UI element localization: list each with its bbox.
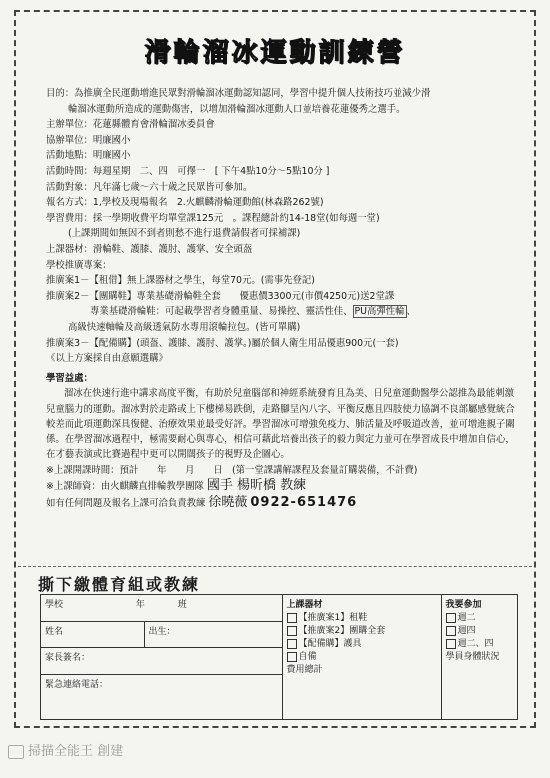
teacher: ※上課師資：由火麒麟直排輪教學團隊 [46, 481, 204, 493]
teacher-line [46, 478, 516, 495]
plan-note: 《以上方案採自由意願選購》 [46, 353, 168, 365]
co-organizer: 協辦單位：明廉國小 [46, 134, 131, 146]
school-cell[interactable]: 學校 年 班 [41, 595, 283, 622]
plan-2: 推廣案2－【團購鞋】專業基礎滑輪鞋全套 優惠價3300元(市價4250元)送2堂課 [46, 290, 395, 302]
scanner-watermark: 掃描全能王 創建 [8, 740, 123, 759]
target: 活動對象：凡年滿七歲～六十歲之民眾皆可參加。 [46, 181, 253, 193]
time: 活動時間：每週星期 二、四 可擇一 [ 下午4點10分～5點10分 ] [46, 165, 330, 177]
plan-1: 推廣案1－【租借】無上課器材之學生，每堂70元。(需事先登記) [46, 275, 315, 287]
equipment: 上課器材：滑輪鞋、護膝、護肘、護掌、安全頭盔 [46, 243, 253, 255]
contact-phone: 0922-651476 [250, 494, 358, 510]
contact: 如有任何問題及報名上課可洽負責教練 [46, 497, 206, 509]
attend-thu[interactable]: 週四 [446, 623, 513, 636]
recommend-title: 學校推廣專案： [46, 259, 112, 271]
option-plan2[interactable]: 【推廣案2】團購全套 [287, 623, 437, 636]
plan-2-desc [46, 304, 516, 320]
cut-title: 撕下繳體育組或教練 [38, 575, 201, 594]
venue: 活動地點：明廉國小 [46, 150, 131, 162]
plan-2-desc-b: 、 [406, 306, 416, 318]
attend-both[interactable]: 週二、四 [446, 636, 513, 649]
attend-tue[interactable]: 週二 [446, 610, 513, 623]
plan-2-desc-a: 專業基礎滑輪鞋：可起載學習者身體重量、易操控、靈活性佳、 [90, 306, 353, 318]
start-date: ※上課開課時間：預計 年 月 日 (第一堂課講解課程及套量訂購裝備，不計費) [46, 464, 418, 476]
attend-cell: 我要參加 週二 週四 週二、四 學員身體狀況 [441, 595, 517, 720]
emergency-phone-field[interactable]: 緊急連絡電話： [41, 675, 283, 720]
purpose-line-1: 目的：為推廣全民運動增進民眾對滑輪溜冰運動認知認同，學習中提升個人技術技巧並減少滑 [46, 88, 431, 99]
contact-line [46, 495, 516, 512]
purpose-line-2: 輪溜冰運動所造成的運動傷害，以增加滑輪溜冰運動人口並培養花蓮優秀之選手。 [68, 103, 406, 115]
option-own[interactable]: 自備 [287, 649, 437, 662]
teacher-signature: 國手 楊昕橋 教練 [206, 478, 307, 494]
page-title: 滑輪溜冰運動訓練營 [144, 38, 406, 68]
option-gear[interactable]: 【配備購】護具 [287, 636, 437, 649]
register: 報名方式：1,學校及現場報名 2.火麒麟滑輪運動館(林森路262號) [46, 197, 324, 209]
plan-3: 推廣案3－【配備購】(頭盔、護膝、護肘、護掌。)屬於個人衛生用品優惠900元(一套) [46, 337, 399, 349]
plan-2-highlight: PU高彈性輪 [354, 306, 405, 318]
organizer: 主辦單位：花蓮縣體育會滑輪溜冰委員會 [46, 119, 215, 131]
fee: 學習費用：採一學期收費平均單堂課125元 。課程總計約14-18堂(如每週一堂) [46, 212, 380, 224]
flyer-body [46, 86, 516, 512]
cut-line [18, 566, 532, 567]
registration-form [40, 594, 518, 720]
birth-field[interactable]: 出生： [144, 621, 282, 648]
scanner-icon [8, 745, 24, 759]
benefit-title: 學習益處： [46, 372, 93, 384]
name-field[interactable]: 姓名 [41, 621, 145, 648]
option-plan1[interactable]: 【推廣案1】租鞋 [287, 610, 437, 623]
equipment-cell: 上課器材 【推廣案1】租鞋 【推廣案2】團購全套 【配備購】護具 自備 費用總計 [282, 595, 441, 720]
parent-signature-field[interactable]: 家長簽名： [41, 648, 283, 675]
benefit-paragraph: 溜冰在快速行進中講求高度平衡，有助於兒童腦部和神經系統發育且為美、日兒童運動醫學公認推為最能刺激兒童腦力的運動。溜冰對於走路或上下樓梯易跌倒，走路腳呈內八字、平衡反應且四肢使力協調不良部屬感覺統合較差而此項運動深具復健、治療效果並最受好評。學習溜冰可增強免疫力、肺活量及呼吸道改善，並可增進親子關係。在學習溜冰過程中，極需要耐心與專心，相信可藉此培養出孩子的毅力與定力並可在學習成長中增加自信心，在才藝表演或比賽過程中更可以開闊孩子的視野及企圖心。 [46, 388, 515, 461]
fee-note: (上課期間如無因不到者則愁不進行退費請假者可採補課) [68, 228, 301, 240]
plan-2-desc-2: 高級快速軸輪及高級透氣防水專用滾輪拉包。(皆可單購) [68, 321, 301, 333]
contact-name: 徐曉薇 [208, 494, 248, 510]
